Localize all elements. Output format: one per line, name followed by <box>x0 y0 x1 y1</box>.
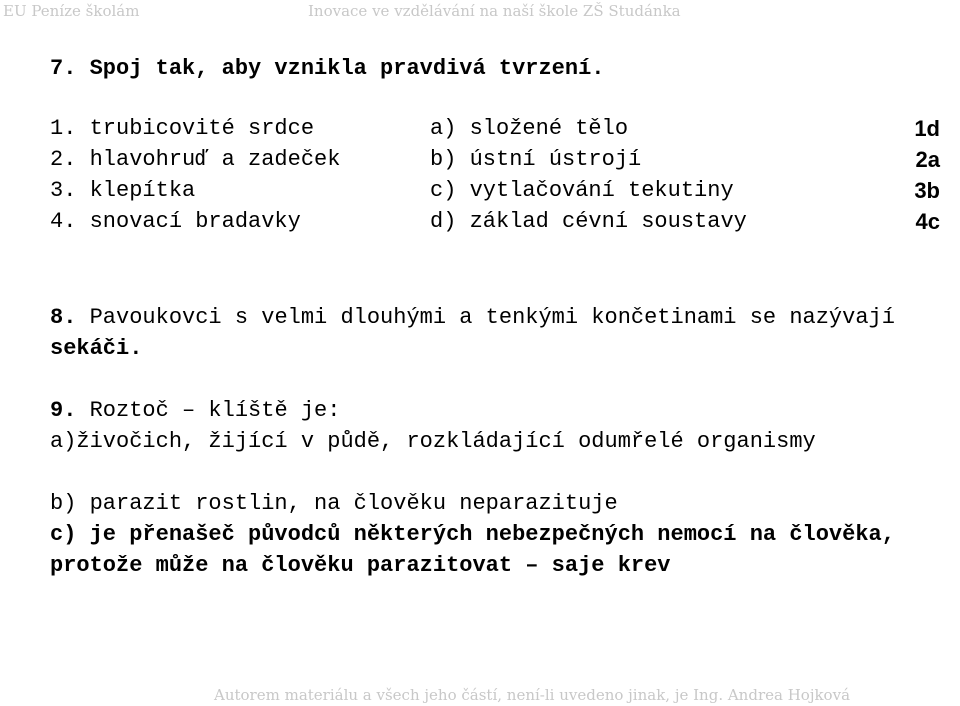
matching-left-item: 2. hlavohruď a zadeček <box>50 147 341 172</box>
matching-answer: 2a <box>915 147 940 172</box>
matching-left-item: 1. trubicovité srdce <box>50 116 315 141</box>
matching-left-item: 4. snovací bradavky <box>50 209 301 234</box>
question-9-text: Roztoč – klíště je: <box>76 398 341 423</box>
question-9-option-a: a)živočich, žijící v půdě, rozkládající odumřelé organismy <box>50 429 816 454</box>
matching-row-4 <box>50 206 940 237</box>
question-9-number: 9. <box>50 398 77 423</box>
matching-right-item: c) vytlačování tekutiny <box>430 178 734 203</box>
matching-row-3 <box>50 175 940 206</box>
matching-row-2 <box>50 144 940 175</box>
matching-right-item: d) základ cévní soustavy <box>430 209 747 234</box>
matching-left-item: 3. klepítka <box>50 178 196 203</box>
header-left-text: EU Peníze školám <box>3 2 140 20</box>
matching-right-item: b) ústní ústrojí <box>430 147 642 172</box>
question-7-title: 7. Spoj tak, aby vznikla pravdivá tvrzení. <box>50 56 605 81</box>
question-9-title <box>50 395 340 426</box>
matching-row-1 <box>50 113 940 144</box>
question-8-answer: sekáči. <box>50 336 143 361</box>
header-right-text: Inovace ve vzdělávání na naší škole ZŠ Studánka <box>308 2 681 20</box>
question-9-option-c: c) je přenašeč původců některých nebezpečných nemocí na člověka, protože může na člověku parazitovat – saje krev <box>50 522 895 578</box>
question-8-text: Pavoukovci s velmi dlouhými a tenkými končetinami se nazývají <box>76 305 895 330</box>
question-8-number: 8. <box>50 305 77 330</box>
matching-answer: 4c <box>915 209 940 234</box>
footer-text: Autorem materiálu a všech jeho částí, není-li uvedeno jinak, je Ing. Andrea Hojková <box>214 686 851 704</box>
matching-answer: 1d <box>914 116 940 141</box>
question-8 <box>50 302 955 364</box>
matching-answer: 3b <box>914 178 940 203</box>
matching-right-item: a) složené tělo <box>430 116 629 141</box>
question-9-option-b: b) parazit rostlin, na člověku neparazituje <box>50 491 618 516</box>
